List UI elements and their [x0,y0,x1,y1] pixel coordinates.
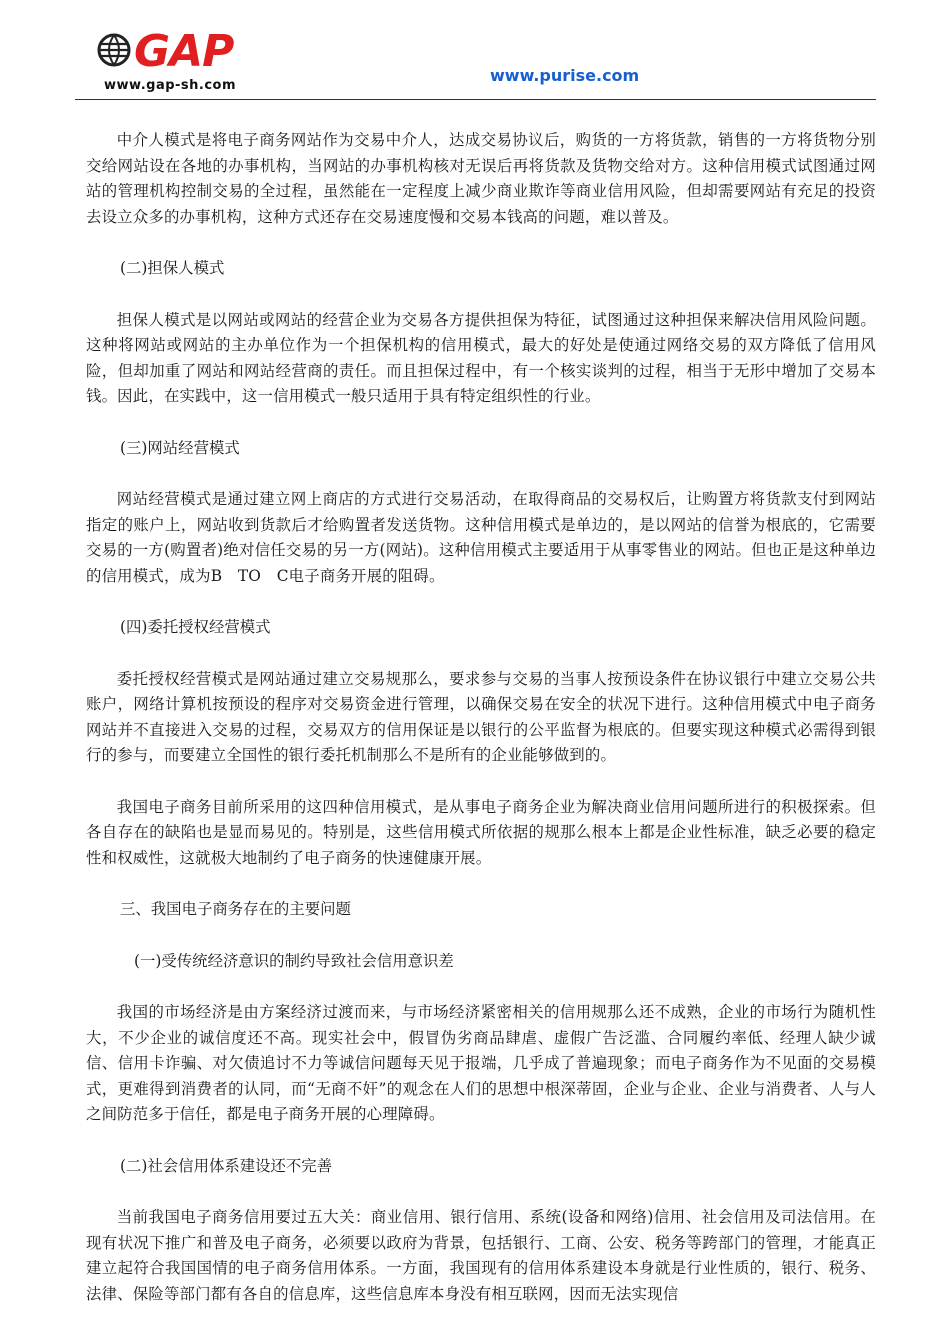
heading-traditional-awareness: (一)受传统经济意识的制约导致社会信用意识差 [134,951,454,970]
gap-logo [96,28,256,94]
heading-section-three: 三、我国电子商务存在的主要问题 [120,900,351,918]
site-url-link[interactable]: www.purise.com [490,66,640,85]
paragraph-website-operation-model: 网站经营模式是通过建立网上商店的方式进行交易活动，在取得商品的交易权后，让购置方将货款支付到网站指定的账户上，网站收到货款后才给购置者发送货物。这种信用模式是单边的，是以网站的信誉为根底的，它需要交易的一方(购置者)绝对信任交易的另一方(网站)。这种信用模式主要适用于从事零售业的网站。但也正是这种单边的信用模式，成为B TO C电子商务开展的阻碍。 [86,490,876,585]
paragraph-traditional-awareness: 我国的市场经济是由方案经济过渡而来，与市场经济紧密相关的信用规那么还不成熟，企业的市场行为随机性大，不少企业的诚信度还不高。现实社会中，假冒伪劣商品肆虐、虚假广告泛滥、合同履约率低、经理人缺少诚信、信用卡诈骗、对欠债追讨不力等诚信问题每天见于报端，几乎成了普遍现象；而电子商务作为不见面的交易模式，更难得到消费者的认同，而“无商不奸”的观念在人们的思想中根深蒂固，企业与企业、企业与消费者、人与人之间防范多于信任，都是电子商务开展的心理障碍。 [86,1003,876,1123]
document-body [86,128,876,1307]
paragraph-credit-system: 当前我国电子商务信用要过五大关：商业信用、银行信用、系统(设备和网络)信用、社会信用及司法信用。在现有状况下推广和普及电子商务，必须要以政府为背景，包括银行、工商、公安、税务等跨部门的管理，才能真正建立起符合我国国情的电子商务信用体系。一方面，我国现有的信用体系建设本身就是行业性质的，银行、税务、法律、保险等部门都有各自的信息库，这些信息库本身没有相互联网，因而无法实现信 [86,1208,876,1303]
paragraph-guarantor-model: 担保人模式是以网站或网站的经营企业为交易各方提供担保为特征，试图通过这种担保来解决信用风险问题。这种将网站或网站的主办单位作为一个担保机构的信用模式，最大的好处是使通过网络交易的双方降低了信用风险，但却加重了网站和网站经营商的责任。而且担保过程中，有一个核实谈判的过程，相当于无形中增加了交易本钱。因此，在实践中，这一信用模式一般只适用于具有特定组织性的行业。 [86,310,876,405]
heading-credit-system: (二)社会信用体系建设还不完善 [120,1156,333,1175]
header-divider [75,99,876,100]
logo-letters: GAP [134,26,234,77]
paragraph-entrusted-authorization-model: 委托授权经营模式是网站通过建立交易规那么，要求参与交易的当事人按预设条件在协议银行中建立交易公共账户，网络计算机按预设的程序对交易资金进行管理，以确保交易在安全的状况下进行。这种信用模式中电子商务网站并不直接进入交易的过程，交易双方的信用保证是以银行的公平监督为根底的。但要实现这种模式必需得到银行的参与，而要建立全国性的银行委托机制那么不是所有的企业能够做到的。 [86,669,876,764]
paragraph-intermediary-model: 中介人模式是将电子商务网站作为交易中介人，达成交易协议后，购货的一方将货款，销售的一方将货物分别交给网站设在各地的办事机构，当网站的办事机构核对无误后再将货款及货物交给对方。这种信用模式试图通过网站的管理机构控制交易的全过程，虽然能在一定程度上减少商业欺诈等商业信用风险，但却需要网站有充足的投资去设立众多的办事机构，这种方式还存在交易速度慢和交易本钱高的问题，难以普及。 [86,131,876,226]
paragraph-summary: 我国电子商务目前所采用的这四种信用模式，是从事电子商务企业为解决商业信用问题所进行的积极探索。但各自存在的缺陷也是显而易见的。特别是，这些信用模式所依据的规那么根本上都是企业性标准，缺乏必要的稳定性和权威性，这就极大地制约了电子商务的快速健康开展。 [86,797,876,867]
heading-guarantor-model: (二)担保人模式 [120,259,225,277]
heading-entrusted-authorization-model: (四)委托授权经营模式 [120,618,271,636]
heading-website-operation-model: (三)网站经营模式 [120,438,240,457]
globe-logo-icon [96,30,132,74]
logo-url[interactable]: www.gap-sh.com [104,78,237,93]
